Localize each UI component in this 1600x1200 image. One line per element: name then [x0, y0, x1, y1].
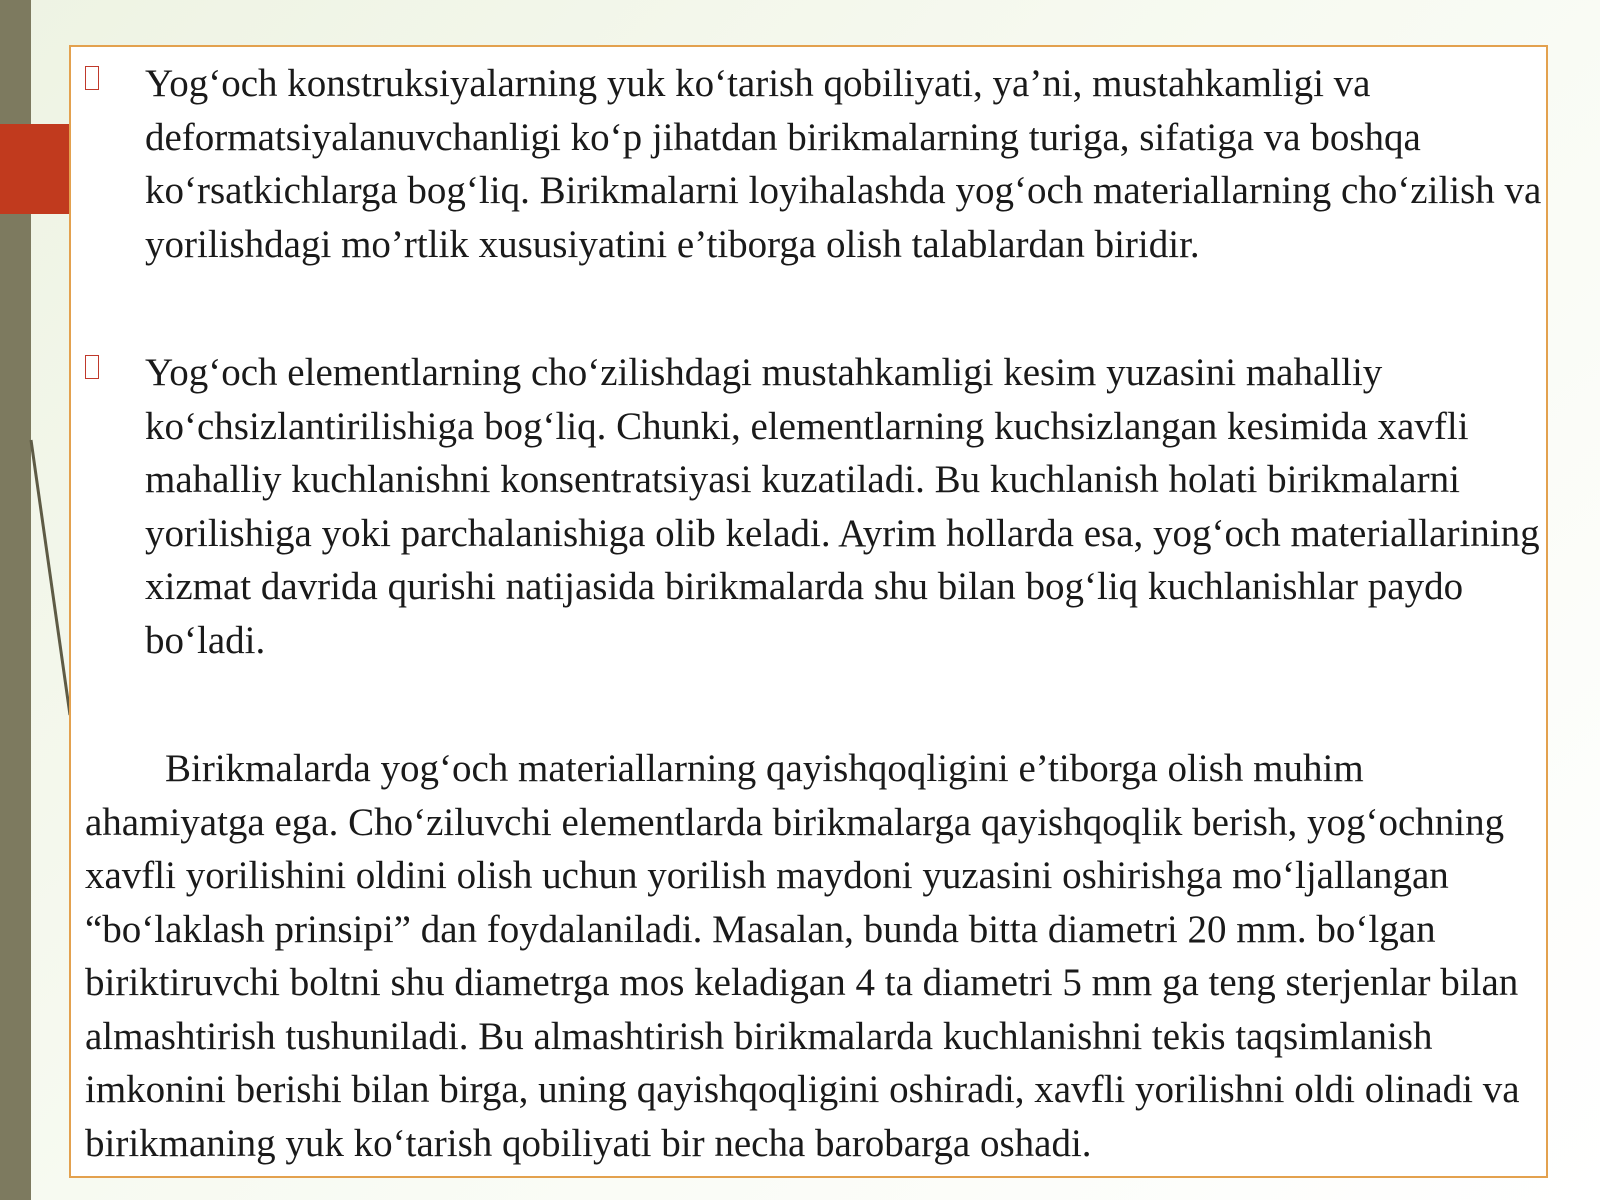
bullet-square-icon: [85, 355, 99, 379]
bullet-square-icon: [85, 66, 99, 90]
body-paragraph: Birikmalarda yog‘och materiallarning qayishqoqligini e’tiborga olish muhim ahamiyatga ega. Cho‘ziluvchi elementlarda birikmalarga qayishqoqlik berish, yog‘ochning xavfli yorilishini oldini olish uchun yorilish maydoni yuzasini oshirishga mo‘ljallangan “bo‘laklash prinsipi” dan foydalaniladi. Masalan, bunda bitta diametri 20 mm. bo‘lgan biriktiruvchi boltni shu diametrga mos keladigan 4 ta diametri 5 mm ga teng sterjenlar bilan almashtirish tushuniladi. Bu almashtirish birikmalarda kuchlanishni tekis taqsimlanish imkonini berishi bilan birga, uning qayishqoqligini oshiradi, xavfli yorilishni oldi olinadi va birikmaning yuk ko‘tarish qobiliyati bir necha barobarga oshadi.: [85, 747, 1520, 1165]
bullet-item-2: Yog‘och elementlarning cho‘zilishdagi mustahkamligi kesim yuzasini mahalliy ko‘chsizlantirilishiga bog‘liq. Chunki, elementlarning kuchsizlangan kesimida xavfli mahalliy kuchlanishni konsentratsiyasi kuzatiladi. Bu kuchlanish holati birikmalarni yorilishiga yoki parchalanishiga olib keladi. Ayrim hollarda esa, yog‘och materiallarining xizmat davrida qurishi natijasida birikmalarda shu bilan bog‘liq kuchlanishlar paydo bo‘ladi.: [145, 351, 1540, 662]
bullet-item-1: Yog‘och konstruksiyalarning yuk ko‘tarish qobiliyati, ya’ni, mustahkamligi va deformatsiyalanuvchanligi ko‘p jihatdan birikmalarning turiga, sifatiga va boshqa ko‘rsatkichlarga bog‘liq. Birikmalarni loyihalashda yog‘och materiallarning cho‘zilish va yorilishdagi mo’rtlik xususiyatini e’tiborga olish talablardan biridir.: [145, 62, 1542, 266]
